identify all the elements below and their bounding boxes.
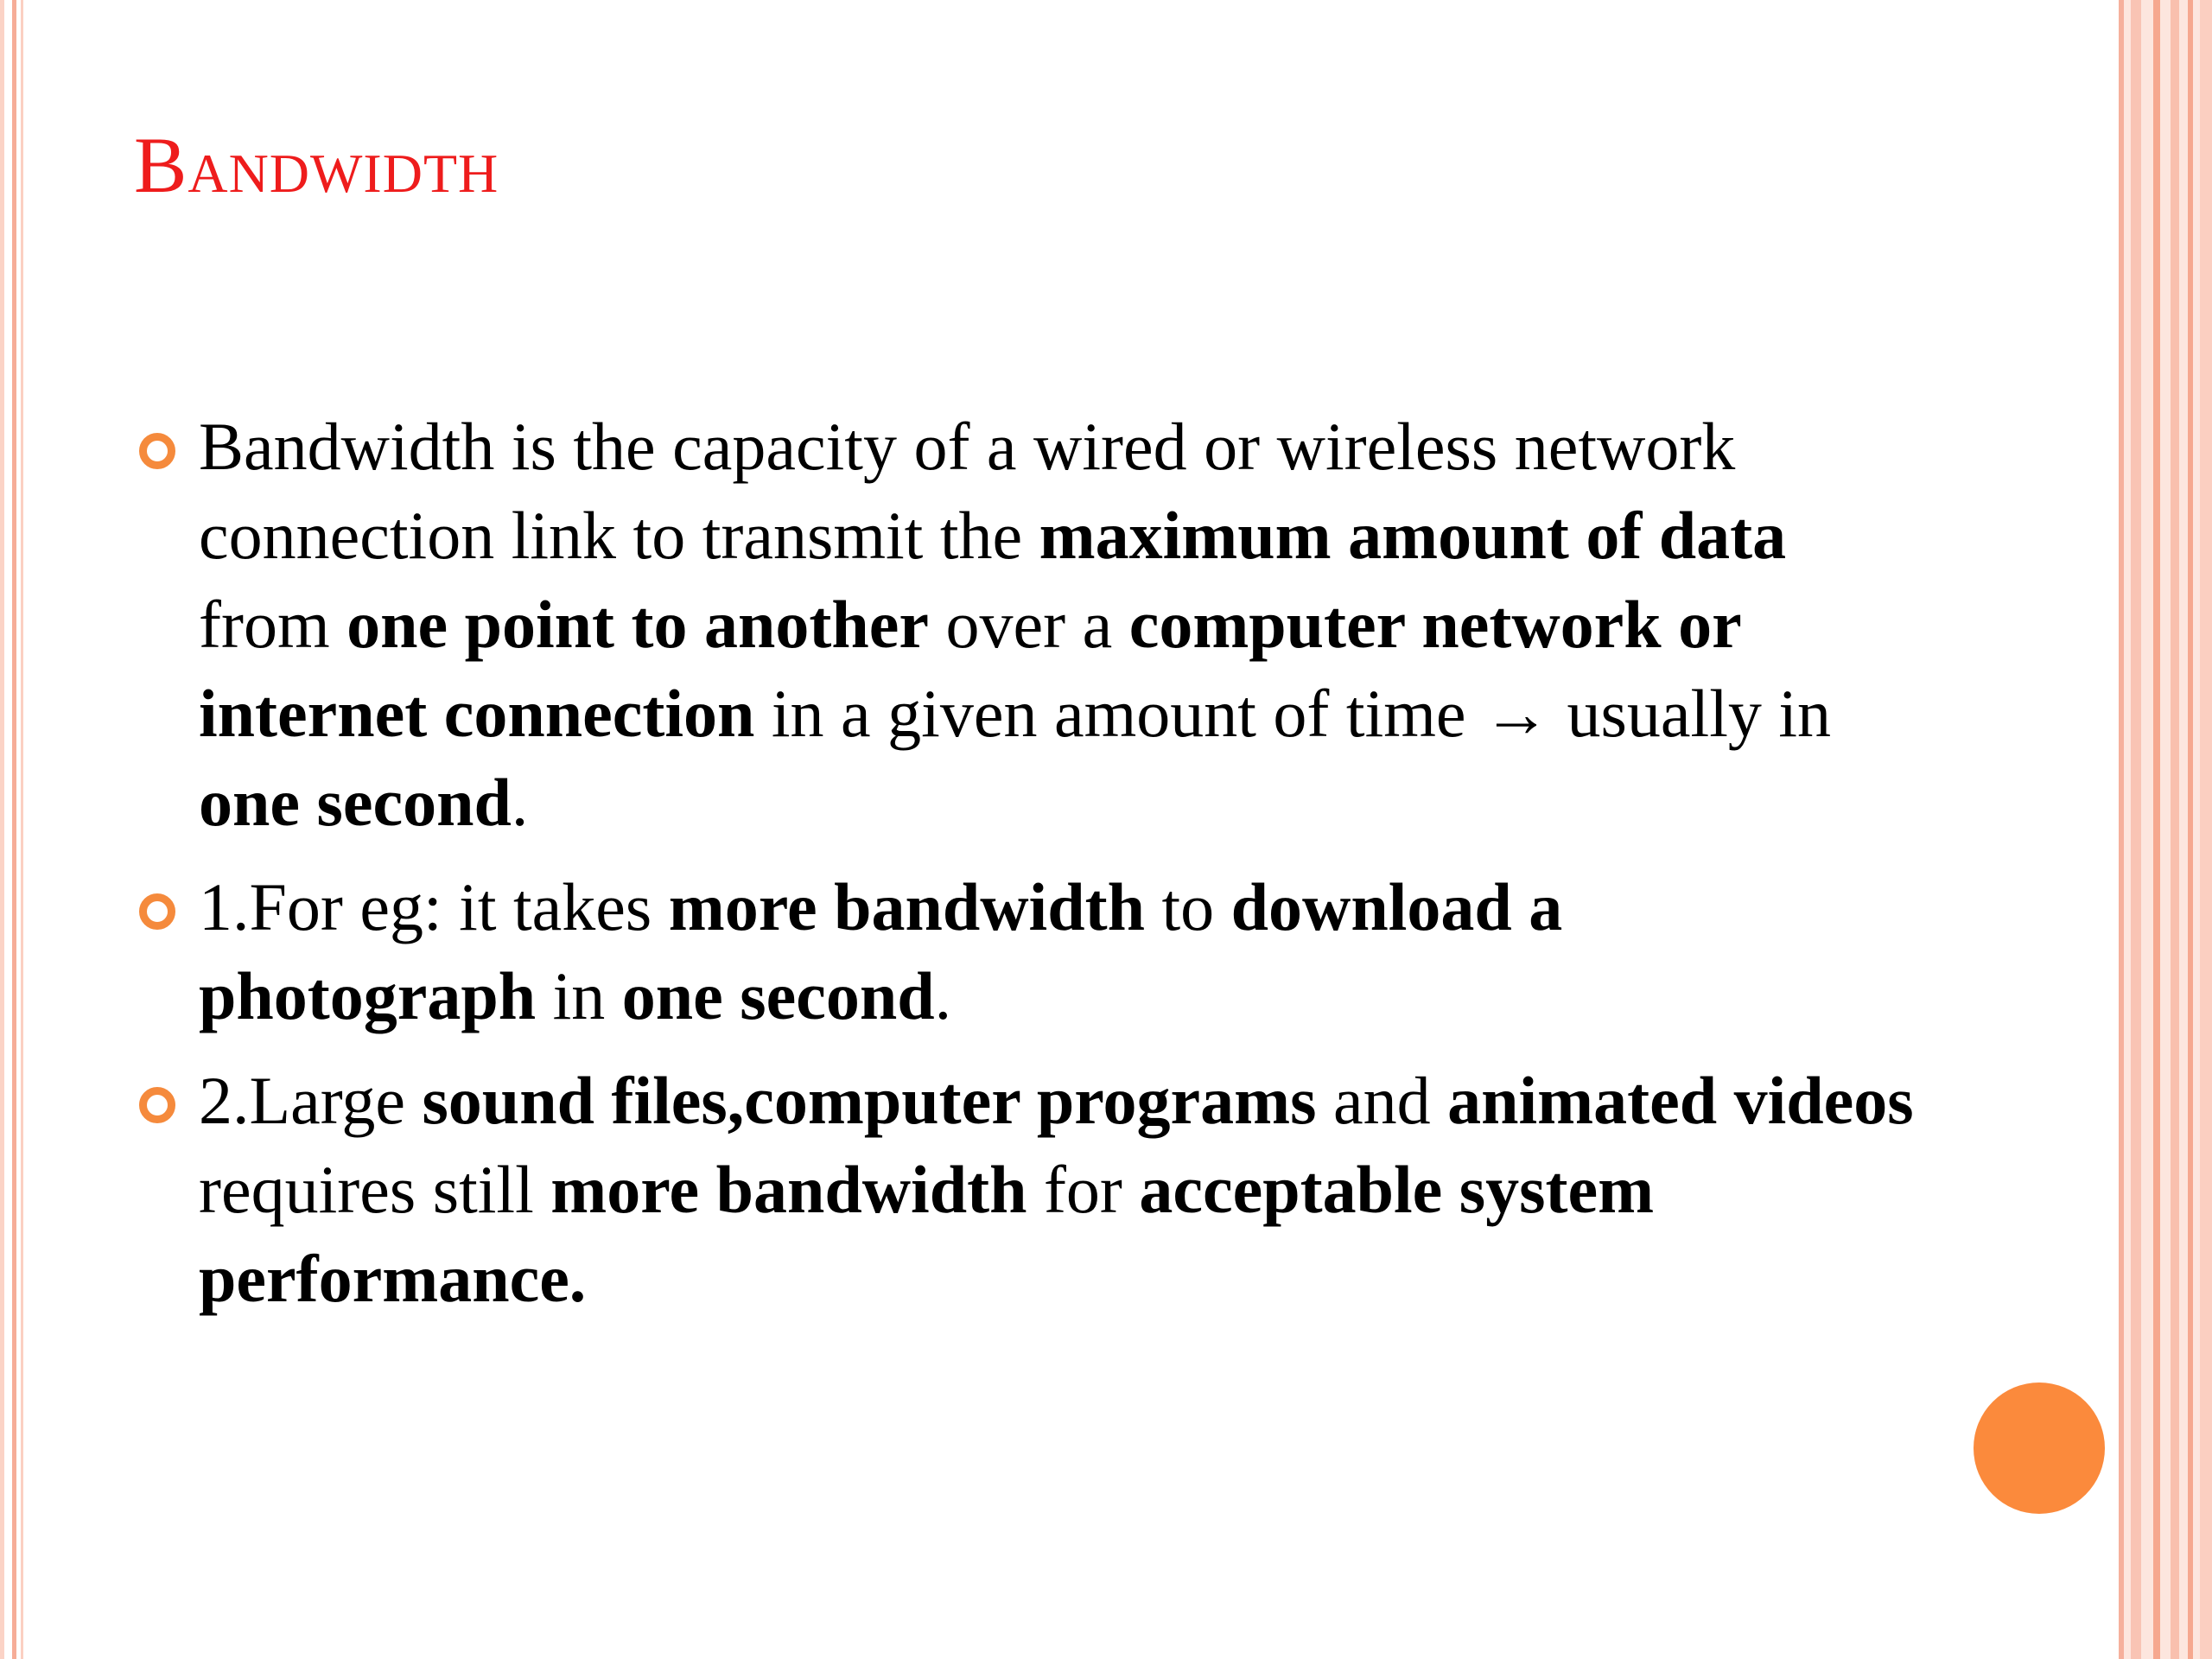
text-segment-bold: maximum amount of data (1039, 498, 1787, 573)
text-segment: from (199, 587, 347, 662)
text-segment: for (1027, 1152, 1140, 1227)
text-segment: and (1316, 1063, 1448, 1138)
left-border-line (0, 0, 4, 1659)
stripe (2153, 0, 2160, 1659)
text-segment: in (536, 958, 622, 1033)
bullet-item-3 (134, 1056, 1914, 1323)
stripe (2119, 0, 2124, 1659)
stripe (2200, 0, 2212, 1659)
right-decorative-stripes (2119, 0, 2212, 1659)
text-segment-bold: acceptable system performance. (199, 1152, 1655, 1316)
bullet-item-1 (134, 402, 1914, 847)
text-segment-bold: one point to another (346, 587, 929, 662)
stripe (2188, 0, 2193, 1659)
text-segment: Bandwidth is the capacity of a wired or wireless network connection link to transmit the (199, 409, 1736, 573)
ring-bullet-icon (139, 1087, 175, 1123)
text-segment: 1.For eg: it takes (199, 869, 669, 944)
text-segment-bold: one second (199, 765, 512, 840)
text-segment: usually in (1550, 676, 1832, 751)
bullet-item-2 (134, 862, 1914, 1040)
text-segment-bold: more bandwidth (550, 1152, 1027, 1227)
text-segment: . (511, 765, 529, 840)
text-segment: in a given amount of time (754, 676, 1484, 751)
left-border-line (12, 0, 16, 1659)
left-border-line (21, 0, 23, 1659)
orange-circle-icon (1974, 1382, 2105, 1514)
text-segment-bold: computer network or internet connection (199, 587, 1741, 751)
text-segment-bold: animated videos (1447, 1063, 1914, 1138)
text-segment-bold: one second (621, 958, 935, 1033)
text-segment-bold: download a photograph (199, 869, 1563, 1033)
arrow-right-icon: → (1483, 676, 1551, 751)
text-segment-bold: more bandwidth (668, 869, 1145, 944)
ring-bullet-icon (139, 433, 175, 469)
text-segment: over a (928, 587, 1129, 662)
text-segment: to (1144, 869, 1231, 944)
text-segment: 2.Large (199, 1063, 423, 1138)
bullet-list (134, 402, 1914, 1338)
slide-title: Bandwidth (134, 121, 499, 209)
text-segment-bold: sound files,computer programs (422, 1063, 1317, 1138)
stripe (2131, 0, 2141, 1659)
text-segment: requires still (199, 1152, 551, 1227)
ring-bullet-icon (139, 893, 175, 930)
stripe (2171, 0, 2179, 1659)
text-segment: . (934, 958, 952, 1033)
